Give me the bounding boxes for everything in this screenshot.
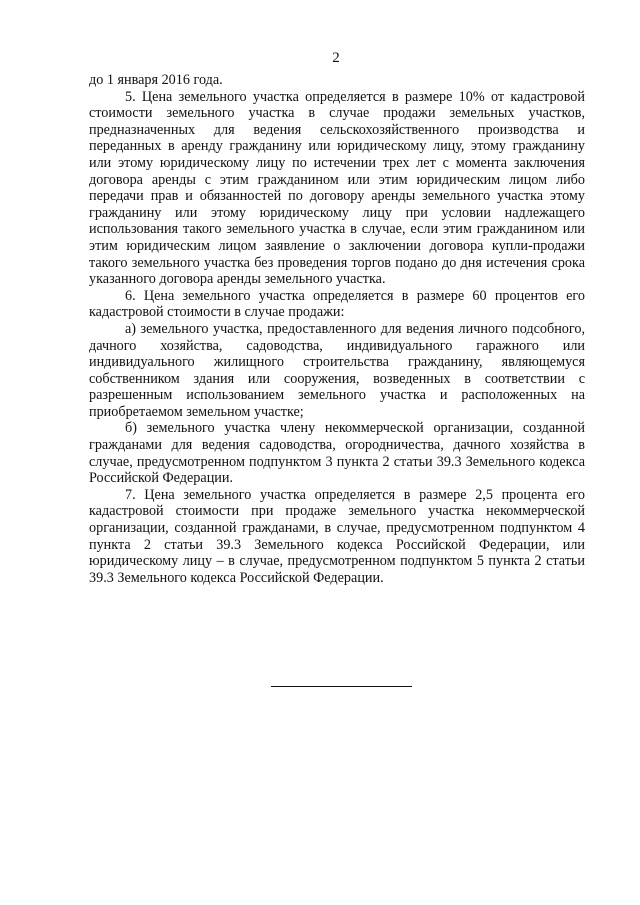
paragraph-subitem-a: а) земельного участка, предоставленного для ведения личного подсобного, дачного хозяйства, садоводства, индивидуального гаражного или индивидуального жилищного строительства гражданину, являющемуся собственником здания или сооружения, возведенных в соответствии с разрешенным использованием земельного участка и расположенных на приобретаемом земельном участке; xyxy=(89,320,585,420)
paragraph-item-6: 6. Цена земельного участка определяется в размере 60 процентов его кадастровой стоимости в случае продажи: xyxy=(89,287,585,321)
paragraph-item-7: 7. Цена земельного участка определяется в размере 2,5 процента его кадастровой стоимости при продаже земельного участка некоммерческой организации, созданной гражданами, в случае, предусмотренном подпунктом 4 пункта 2 статьи 39.3 Земельного кодекса Российской Федерации, или юридическому лицу – в случае, предусмотренном подпунктом 5 пункта 2 статьи 39.3 Земельного кодекса Российской Федерации. xyxy=(89,486,585,586)
paragraph-continuation: до 1 января 2016 года. xyxy=(89,72,223,88)
paragraph-item-5: 5. Цена земельного участка определяется в размере 10% от кадастровой стоимости земельного участка в случае продажи земельных участков, предназначенных для ведения сельскохозяйственного производства и переданных в аренду гражданину или юридическому лицу, этому гражданину или этому юридическому лицу по истечении трех лет с момента заключения договора аренды с этим гражданином или этим юридическим лицом либо передачи прав и обязанностей по договору аренды земельного участка этому гражданину или этому юридическому лицу при условии надлежащего использования такого земельного участка в случае, если этим гражданином или этим юридическим лицом заявление о заключении договора купли-продажи такого земельного участка без проведения торгов подано до дня истечения срока указанного договора аренды земельного участка. xyxy=(89,88,585,288)
closing-rule xyxy=(271,686,412,687)
page-number: 2 xyxy=(332,50,340,66)
paragraph-subitem-b: б) земельного участка члену некоммерческой организации, созданной гражданами для ведения садоводства, огородничества, дачного хозяйства в случае, предусмотренном подпунктом 3 пункта 2 статьи 39.3 Земельного кодекса Российской Федерации. xyxy=(89,420,585,487)
document-body xyxy=(89,72,585,586)
